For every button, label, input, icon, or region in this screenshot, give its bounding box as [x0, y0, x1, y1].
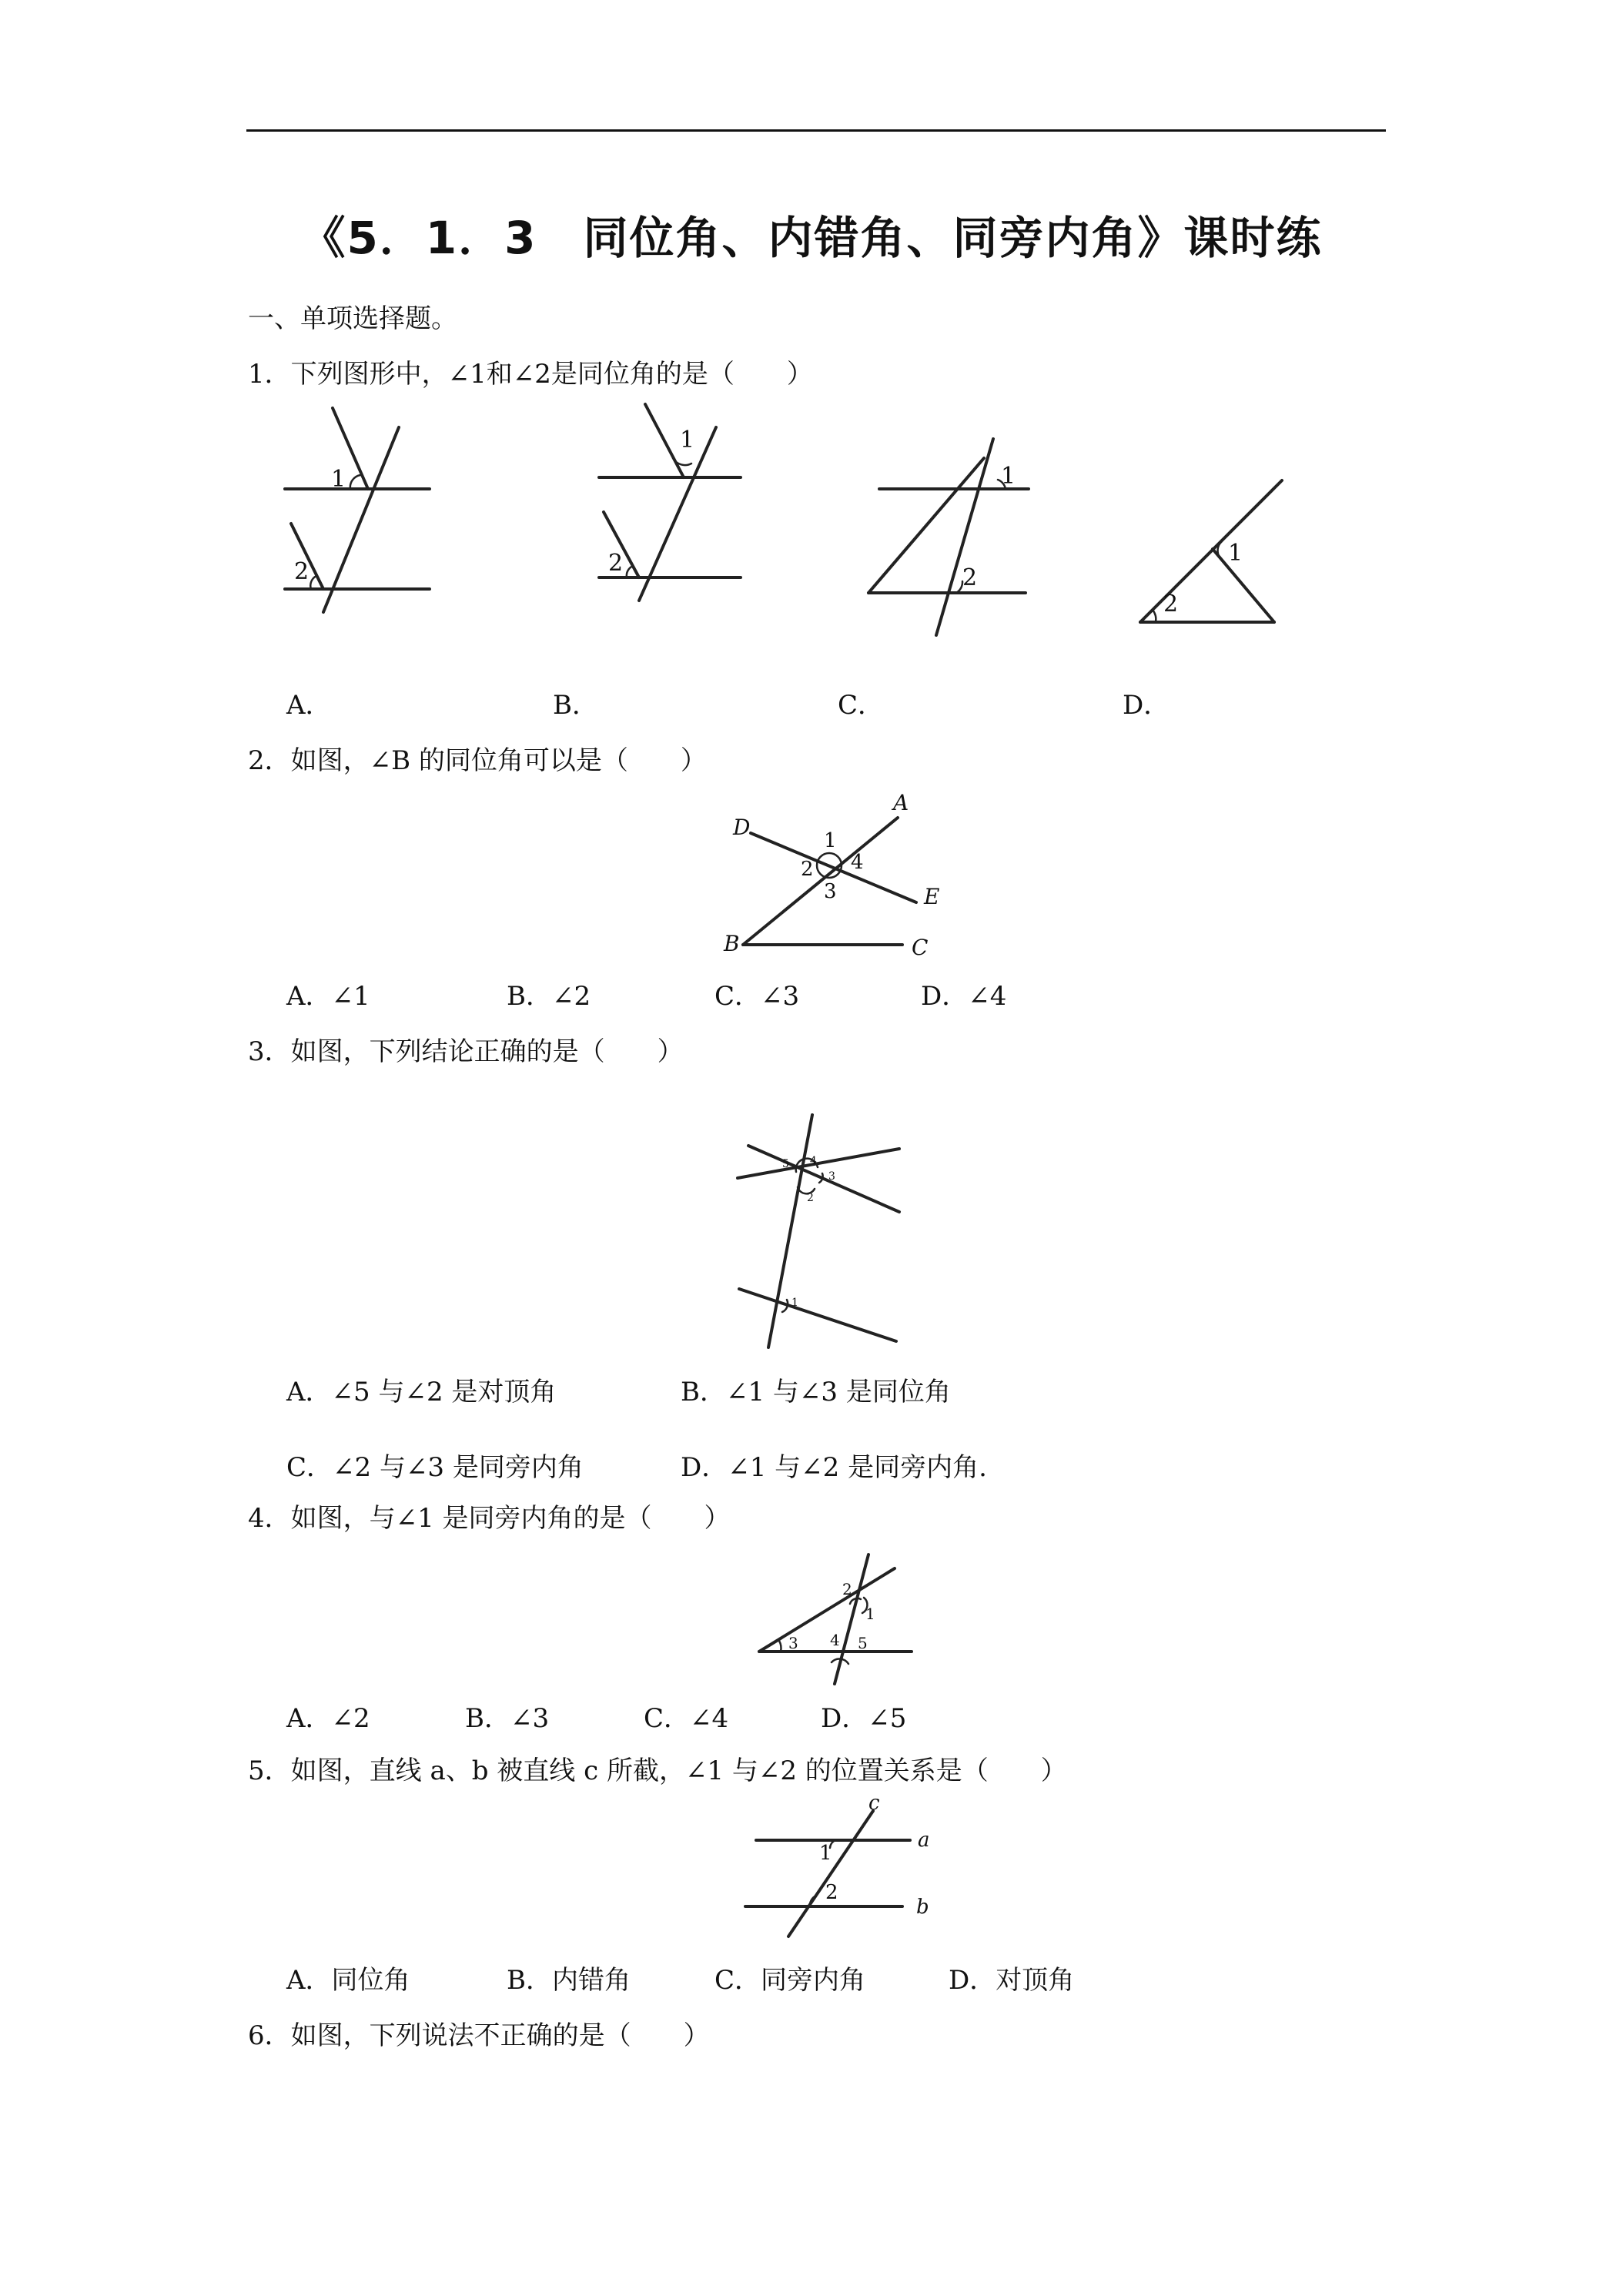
question-6-stem: 6．如图，下列说法不正确的是（ ）	[248, 2020, 710, 2051]
q2-option-a: A．∠1	[286, 981, 370, 1012]
q4-option-c: C．∠4	[644, 1703, 729, 1734]
q5-line-c: c	[868, 1792, 880, 1815]
q4-option-d: D．∠5	[821, 1703, 907, 1734]
q2-angle-4: 4	[851, 851, 864, 874]
q3-option-c: C．∠2 与∠3 是同旁内角	[286, 1452, 584, 1483]
q4-angle-4: 4	[830, 1631, 840, 1649]
question-5-stem: 5．如图，直线 a、b 被直线 c 所截，∠1 与∠2 的位置关系是（ ）	[248, 1755, 1067, 1786]
q2-point-d: D	[733, 815, 751, 840]
q5-option-b: B．内错角	[507, 1965, 631, 1996]
q5-option-a: A．同位角	[286, 1965, 410, 1996]
q1-figure-c	[862, 439, 1039, 647]
q3-angle-2: 2	[807, 1192, 814, 1204]
q1a-label-2: 2	[294, 558, 310, 585]
q2-figure	[724, 787, 955, 964]
q1-option-b: B．	[553, 690, 598, 721]
q1c-label-1: 1	[1001, 463, 1016, 490]
q2-option-b: B．∠2	[507, 981, 591, 1012]
q1-option-d: D．	[1123, 690, 1170, 721]
q3-angle-1: 1	[791, 1297, 798, 1309]
q3-figure	[731, 1109, 909, 1355]
page-title: 《5．1．3 同位角、内错角、同旁内角》课时练	[300, 212, 1323, 264]
q5-line-a: a	[918, 1829, 930, 1852]
q5-angle-2: 2	[825, 1881, 838, 1904]
q3-angle-4: 4	[810, 1155, 817, 1167]
q1-option-c: C．	[838, 690, 885, 721]
q4-angle-1: 1	[865, 1605, 875, 1623]
q2-angle-3: 3	[824, 880, 837, 903]
q3-option-d: D．∠1 与∠2 是同旁内角.	[681, 1452, 987, 1483]
q2-option-d: D．∠4	[921, 981, 1007, 1012]
q1b-label-2: 2	[608, 550, 624, 577]
q1-figure-d	[1136, 476, 1305, 630]
q1c-label-2: 2	[962, 564, 978, 591]
section-heading: 一、单项选择题。	[248, 303, 457, 334]
q4-angle-5: 5	[858, 1634, 868, 1652]
q3-option-b: B．∠1 与∠3 是同位角	[681, 1377, 951, 1407]
q3-angle-3: 3	[828, 1170, 835, 1183]
q3-option-a: A．∠5 与∠2 是对顶角	[286, 1377, 557, 1407]
q2-angle-2: 2	[801, 858, 814, 881]
q1b-label-1: 1	[680, 427, 695, 454]
q2-angle-1: 1	[824, 829, 837, 852]
q5-angle-1: 1	[819, 1842, 832, 1865]
q1d-label-2: 2	[1163, 591, 1179, 618]
q4-option-b: B．∠3	[465, 1703, 550, 1734]
q4-angle-2: 2	[842, 1580, 852, 1598]
q1a-label-1: 1	[331, 466, 346, 493]
question-3-stem: 3．如图，下列结论正确的是（ ）	[248, 1036, 684, 1067]
q3-angle-5: 5	[782, 1158, 789, 1170]
q2-point-e: E	[924, 884, 940, 909]
q1-figure-a	[277, 408, 447, 639]
q5-option-d: D．对顶角	[949, 1965, 1075, 1996]
q5-figure	[739, 1794, 939, 1940]
question-1-stem: 1．下列图形中，∠1和∠2是同位角的是（ ）	[248, 359, 813, 390]
q4-option-a: A．∠2	[286, 1703, 370, 1734]
question-2-stem: 2．如图，∠B 的同位角可以是（ ）	[248, 745, 707, 776]
q4-figure	[753, 1551, 922, 1690]
q2-point-c: C	[912, 935, 929, 960]
q1d-label-1: 1	[1228, 540, 1243, 567]
q1-option-a: A．	[286, 690, 332, 721]
q2-option-c: C．∠3	[714, 981, 800, 1012]
q5-line-b: b	[916, 1896, 929, 1919]
q5-option-c: C．同旁内角	[714, 1965, 866, 1996]
q2-point-b: B	[724, 931, 740, 956]
q1-figure-b	[593, 404, 747, 612]
question-4-stem: 4．如图，与∠1 是同旁内角的是（ ）	[248, 1503, 731, 1534]
q2-point-a: A	[893, 790, 909, 815]
header-rule	[246, 129, 1386, 132]
q4-angle-3: 3	[788, 1634, 798, 1652]
